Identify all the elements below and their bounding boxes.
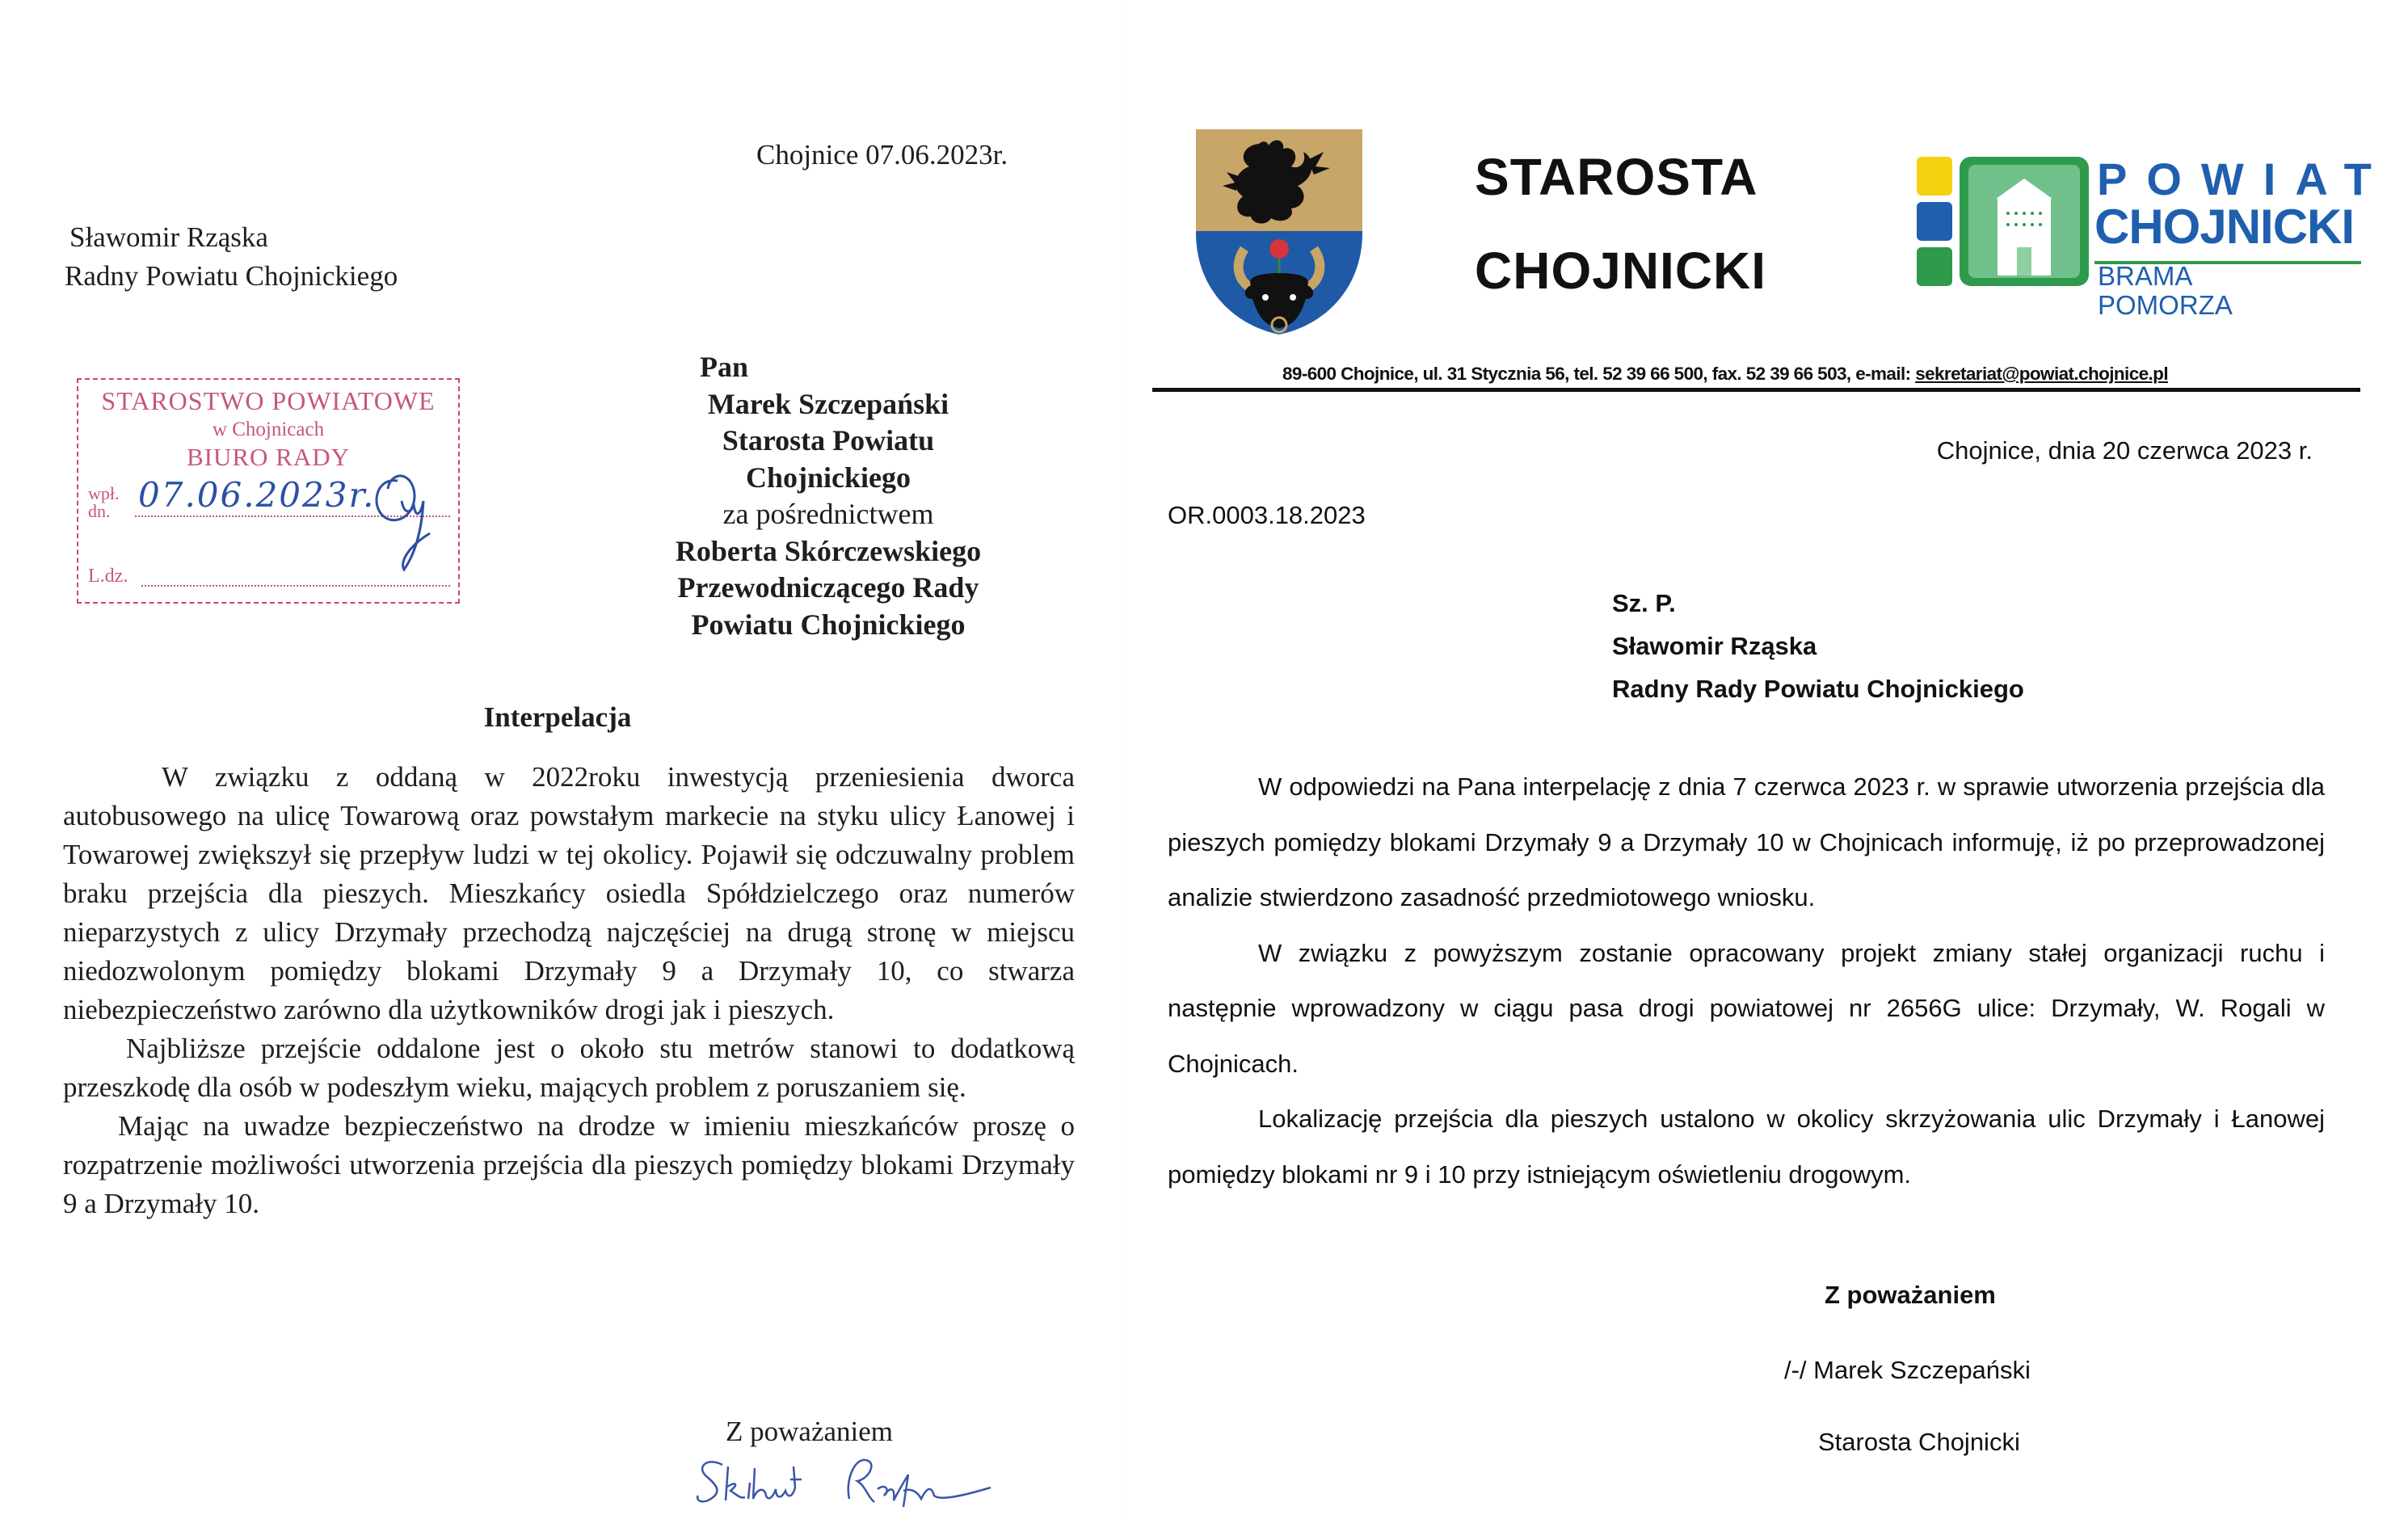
body-paragraph: W związku z powyższym zostanie opracowany projekt zmiany stałej organizacji ruchu i następnie wprowadzony w ciągu pasa drogi powiatowej nr 2656G ulice: Drzymały, W. Rogali w Chojnicach. — [1168, 938, 2325, 1078]
stamp-department: BIURO RADY — [186, 443, 351, 471]
via-name: Roberta Skórczewskiego — [675, 534, 982, 567]
handwritten-received-date: 07.06.2023r. — [138, 475, 376, 515]
header-title-line2: CHOJNICKI — [1475, 242, 1767, 300]
letter-date: Chojnice, dnia 20 czerwca 2023 r. — [1936, 436, 2313, 465]
coat-of-arms-icon — [1194, 128, 1364, 336]
addressee-name: Marek Szczepański — [707, 387, 949, 420]
page-divider — [1123, 0, 1124, 1515]
addressee-salutation: Pan — [700, 351, 749, 383]
logo-line1: POWIAT — [2097, 154, 2391, 204]
handwritten-initials-icon — [365, 457, 438, 578]
stamp-ldz-line — [141, 585, 450, 587]
addressee-salutation: Sz. P. — [1612, 589, 1676, 617]
addressee-name: Sławomir Rząska — [1612, 632, 1817, 660]
addressee-block — [638, 349, 1018, 643]
sender-name: Sławomir Rząska — [69, 221, 268, 253]
response-letter — [1131, 0, 2408, 1515]
body-paragraph: W związku z oddaną w 2022roku inwestycją przeniesienia dworca autobusowego na ulicę Towarową oraz powstałym markecie na styku ulicy Łanowej i Towarowej zwiększył się przepływ ludzi w tej okolicy. Pojawił się odczuwalny problem braku przejścia dla pieszych. Mieszkańcy osiedla Spółdzielczego oraz numerów nieparzystych z ulicy Drzymały przechodzą najczęściej na drugą stronę w miejscu niedozwolonym pomiędzy blokami Drzymały 9 a Drzymały 10, co stwarza niebezpieczeństwo zarówno dla użytkowników drogi jak i pieszych. — [63, 761, 1075, 1025]
email-link[interactable]: sekretariat@powiat.chojnice.pl — [1915, 364, 2168, 384]
stamp-ldz-label: L.dz. — [88, 566, 128, 587]
body-paragraph: Lokalizację przejścia dla pieszych ustalono w okolicy skrzyżowania ulic Drzymały i Łanowej pomiędzy blokami nr 9 i 10 przy istniejącym oświetleniu drogowym. — [1168, 1105, 2325, 1189]
handwritten-signature-icon — [692, 1450, 1063, 1511]
letter-title: Interpelacja — [483, 701, 632, 733]
addressee-block — [1612, 582, 2024, 710]
signatory-title: Starosta Chojnicki — [1818, 1428, 2020, 1456]
header-rule — [1152, 388, 2360, 392]
header-title-line1: STAROSTA — [1475, 148, 1758, 206]
addressee-title: Starosta Powiatu Chojnickiego — [722, 424, 935, 494]
interpellation-letter — [0, 0, 1131, 1515]
addressee-title: Radny Rady Powiatu Chojnickiego — [1612, 675, 2024, 703]
logo-line2: CHOJNICKI — [2094, 200, 2355, 254]
closing: Z poważaniem — [1825, 1281, 1996, 1309]
body-paragraph: W odpowiedzi na Pana interpelację z dnia 7 czerwca 2023 r. w sprawie utworzenia przejścia dla pieszych pomiędzy blokami Drzymały 9 a Drzymały 10 w Chojnicach informuję, iż po przeprowadzonej analizie stwierdzono zasadność przedmiotowego wniosku. — [1168, 772, 2325, 911]
stamp-received-label: wpł. dn. — [88, 483, 120, 521]
body-paragraph: Mając na uwadze bezpieczeństwo na drodze w imieniu mieszkańców proszę o rozpatrzenie możliwości utworzenia przejścia dla pieszych pomiędzy blokami Drzymały 9 a Drzymały 10. — [63, 1110, 1075, 1219]
stamp-office: STAROSTWO POWIATOWE — [101, 386, 436, 415]
letter-body — [1168, 760, 2325, 1202]
sender-block — [65, 218, 398, 296]
letter-body — [63, 758, 1075, 1223]
via-title-2: Powiatu Chojnickiego — [691, 608, 966, 641]
stamp-city: w Chojnicach — [212, 419, 325, 440]
reference-number: OR.0003.18.2023 — [1168, 501, 1366, 529]
logo-line3: BRAMA POMORZA — [2098, 261, 2233, 320]
letter-date: Chojnice 07.06.2023r. — [756, 139, 1008, 170]
address-text: 89-600 Chojnice, ul. 31 Stycznia 56, tel. 52 39 66 500, fax. 52 39 66 503, e-mail: — [1282, 364, 1916, 384]
sender-title: Radny Powiatu Chojnickiego — [65, 260, 398, 292]
signatory-name: /-/ Marek Szczepański — [1784, 1356, 2031, 1384]
registry-stamp — [77, 378, 460, 604]
via-title-1: Przewodniczącego Rady — [677, 571, 979, 604]
addressee-via: za pośrednictwem — [722, 498, 934, 530]
body-paragraph: Najbliższe przejście oddalone jest o około stu metrów stanowi to dodatkową przeszkodę dla osób w podeszłym wieku, mających problem z poruszaniem się. — [63, 1033, 1075, 1103]
contact-address — [1220, 364, 2230, 385]
closing: Z poważaniem — [726, 1416, 893, 1447]
